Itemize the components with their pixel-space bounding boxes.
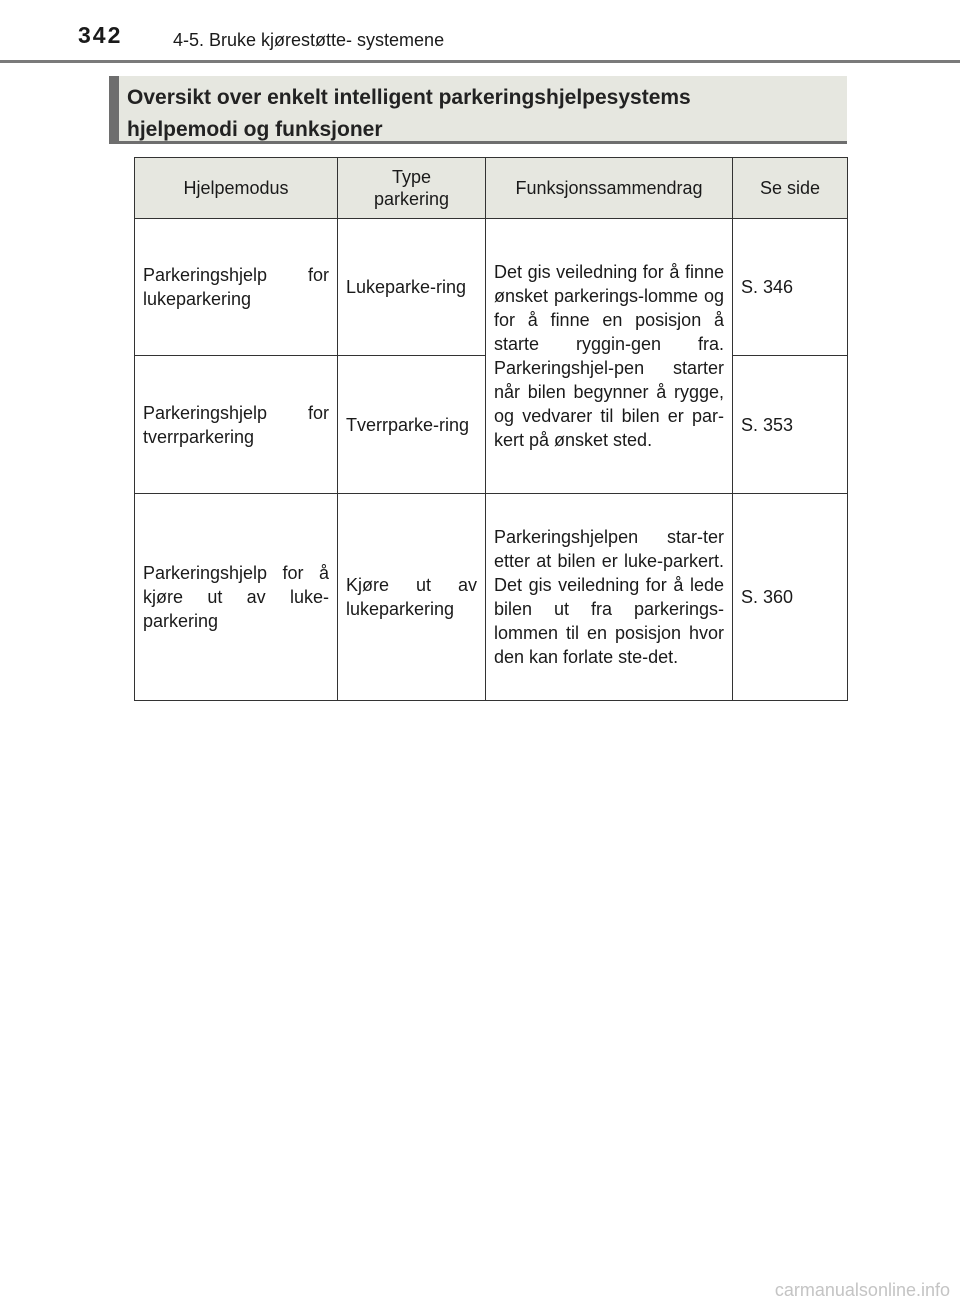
watermark: carmanualsonline.info: [774, 1280, 950, 1300]
cell-page-reference: S. 353: [733, 356, 848, 494]
table-row: [135, 494, 848, 701]
cell-summary-shared: Det gis veiledning for å finne ønsket parkerings-lomme og for å finne en posisjon å starte ryggin-gen fra. Parkeringshjel-pen starter når bilen begynner å rygge, og vedvarer til bilen er par-kert på ønsket sted.: [486, 219, 733, 494]
header-summary: Funksjonssammendrag: [486, 158, 733, 219]
page-number: 342: [78, 22, 123, 48]
cell-type: Lukeparke-ring: [338, 219, 486, 356]
cell-mode: Parkeringshjelp for å kjøre ut av luke-parkering: [135, 494, 338, 701]
cell-page-reference: S. 360: [733, 494, 848, 701]
table-header-row: [135, 158, 848, 219]
header-page: Se side: [733, 158, 848, 219]
cell-mode: Parkeringshjelp for tverrparkering: [135, 356, 338, 494]
header-type-line-1: Type: [391, 167, 432, 187]
section-title-line-1: Oversikt over enkelt intelligent parkeringshjelpesystems: [127, 86, 691, 109]
assist-modes-table: [134, 157, 848, 701]
cell-type: Tverrparke-ring: [338, 356, 486, 494]
chapter-title: 4-5. Bruke kjørestøtte- systemene: [173, 30, 445, 50]
header-type: [338, 158, 486, 219]
cell-mode: Parkeringshjelp for lukeparkering: [135, 219, 338, 356]
cell-summary: Parkeringshjelpen star-ter etter at bilen er luke-parkert. Det gis veiledning for å lede bilen ut fra parkerings-lommen til en posisjon hvor den kan forlate ste-det.: [486, 494, 733, 701]
header-divider: [0, 60, 960, 63]
section-title-line-2: hjelpemodi og funksjoner: [127, 118, 383, 141]
cell-page-reference: S. 346: [733, 219, 848, 356]
cell-type: Kjøre ut av lukeparkering: [338, 494, 486, 701]
table-row: [135, 219, 848, 356]
section-heading-box: [109, 76, 847, 144]
header-mode: Hjelpemodus: [135, 158, 338, 219]
header-type-line-2: parkering: [373, 189, 450, 209]
